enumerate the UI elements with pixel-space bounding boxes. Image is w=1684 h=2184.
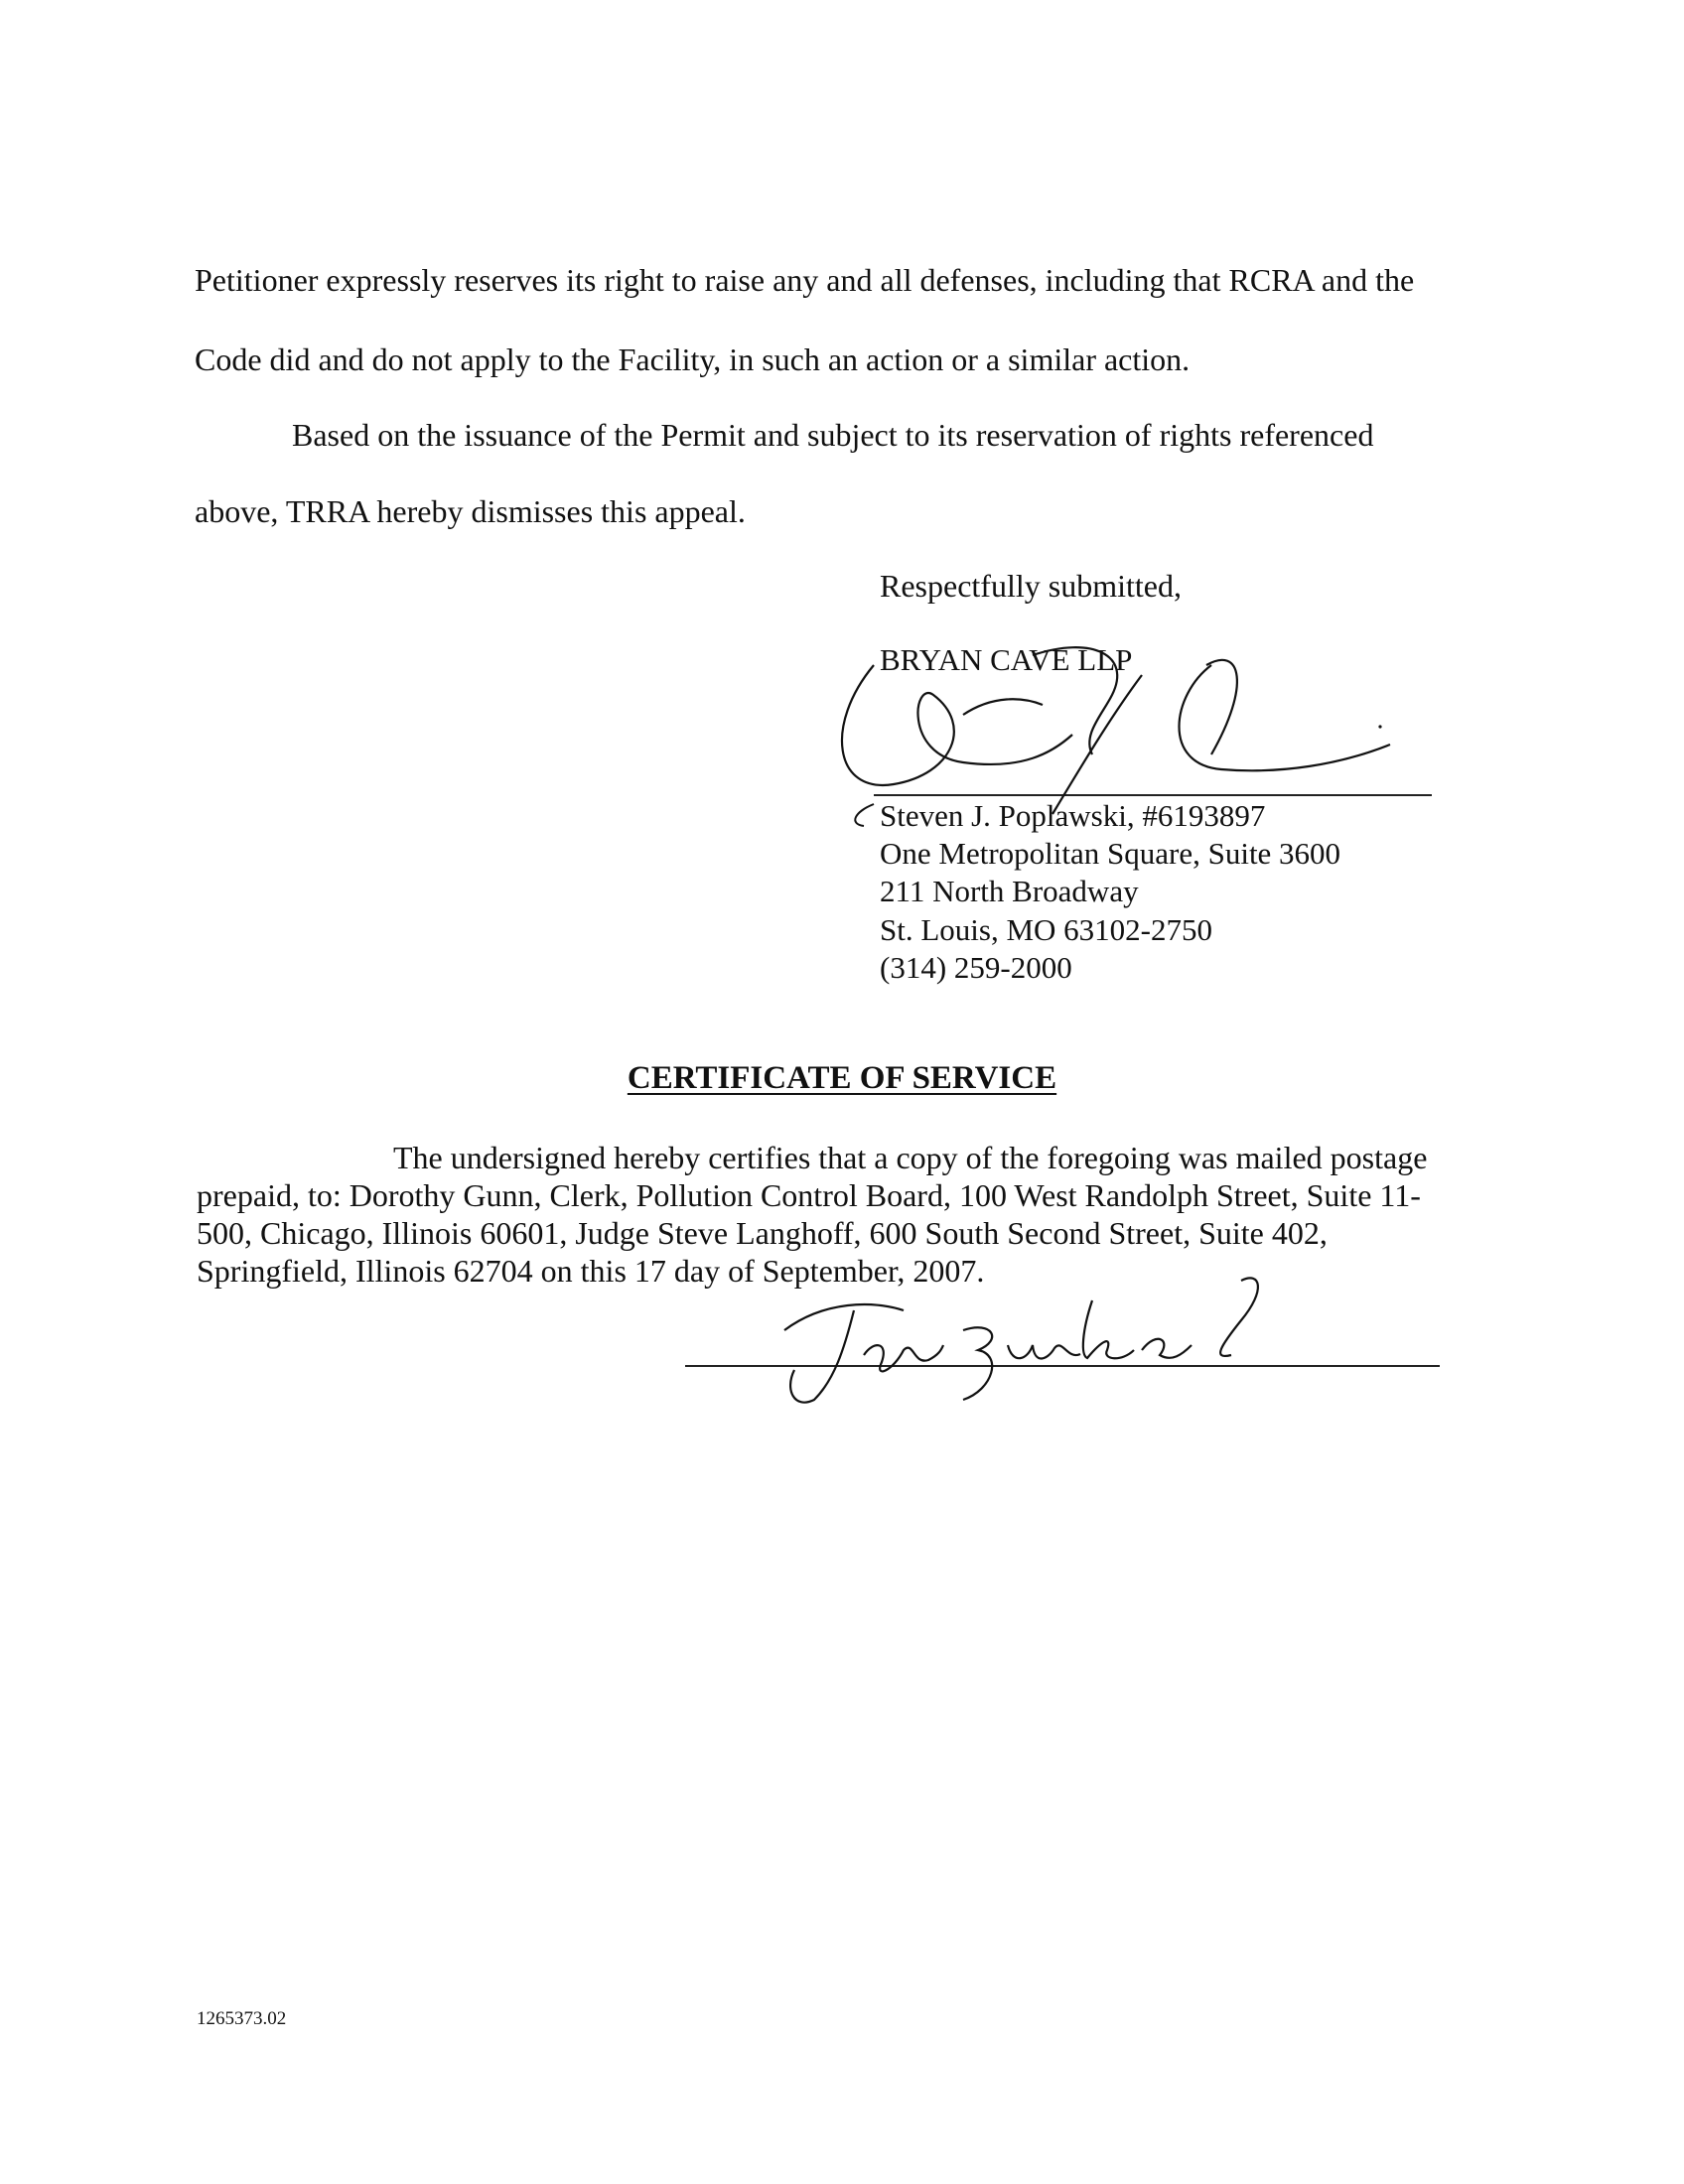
certificate-title [0, 1060, 1684, 1097]
phone: (314) 259-2000 [880, 950, 1072, 985]
body-line-4: above, TRRA hereby dismisses this appeal. [195, 493, 746, 529]
certificate-line-1: The undersigned hereby certifies that a copy of the foregoing was mailed postage [393, 1140, 1428, 1175]
address-line-1: One Metropolitan Square, Suite 3600 [880, 836, 1341, 871]
closing: Respectfully submitted, [880, 568, 1182, 604]
address-line-2: 211 North Broadway [880, 874, 1139, 908]
certificate-line-2: prepaid, to: Dorothy Gunn, Clerk, Pollution Control Board, 100 West Randolph Street, Suite 11- [197, 1177, 1421, 1213]
attorney-name-line: Steven J. Poplawski, #6193897 [880, 798, 1266, 833]
certifier-signature [765, 1271, 1281, 1410]
body-line-2: Code did and do not apply to the Facility, in such an action or a similar action. [195, 341, 1191, 377]
body-line-1: Petitioner expressly reserves its right to raise any and all defenses, including that RCRA and the [195, 262, 1415, 298]
firm-name: BRYAN CAVE LLP [880, 642, 1133, 677]
document-number: 1265373.02 [197, 2008, 287, 2029]
certificate-title-text: CERTIFICATE OF SERVICE [627, 1060, 1057, 1096]
address-line-3: St. Louis, MO 63102-2750 [880, 912, 1212, 947]
body-line-3: Based on the issuance of the Permit and subject to its reservation of rights referenced [292, 417, 1374, 453]
certificate-line-3: 500, Chicago, Illinois 60601, Judge Steve Langhoff, 600 South Second Street, Suite 402, [197, 1215, 1328, 1251]
certificate-line-4: Springfield, Illinois 62704 on this 17 day of September, 2007. [197, 1253, 985, 1289]
